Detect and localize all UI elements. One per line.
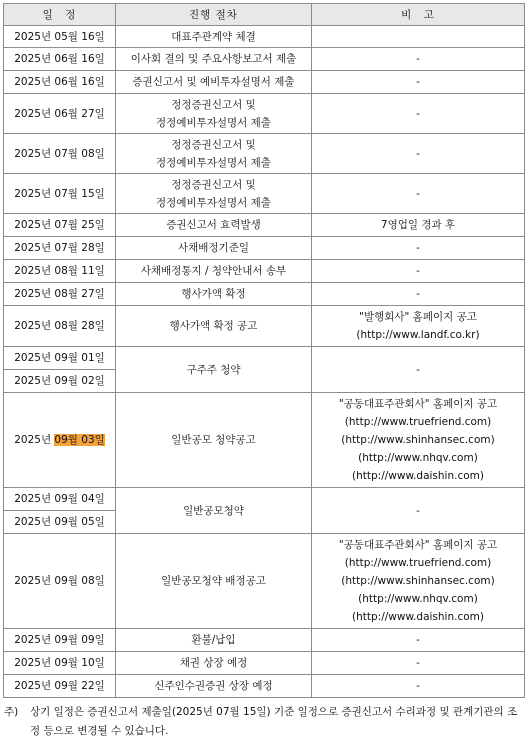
date-cell: 2025년 06월 16일 [4, 71, 116, 94]
table-row [4, 174, 525, 214]
header-row [4, 4, 525, 26]
table-row [4, 283, 525, 306]
date-cell: 2025년 09월 10일 [4, 652, 116, 675]
table-row [4, 629, 525, 652]
remarks-cell: - [312, 347, 525, 393]
date-cell: 2025년 06월 27일 [4, 94, 116, 134]
table-row [4, 237, 525, 260]
remarks-cell: - [312, 94, 525, 134]
date-prefix: 2025년 [14, 434, 55, 446]
remarks-cell: - [312, 71, 525, 94]
remarks-cell: - [312, 260, 525, 283]
header-process: 진행 절차 [116, 4, 312, 26]
process-cell: 행사가액 확정 공고 [116, 306, 312, 347]
remarks-cell [312, 26, 525, 48]
date-cell: 2025년 08월 28일 [4, 306, 116, 347]
footnote-text: 상기 일정은 증권신고서 제출일(2025년 07월 15일) 기준 일정으로 증권신고서 수리과정 및 관계기관의 조정 등으로 변경될 수 있습니다. [30, 706, 518, 737]
process-cell: 신주인수권증권 상장 예정 [116, 675, 312, 698]
header-remarks: 비 고 [312, 4, 525, 26]
date-cell: 2025년 09월 09일 [4, 629, 116, 652]
remarks-cell: - [312, 283, 525, 306]
date-cell: 2025년 07월 28일 [4, 237, 116, 260]
remarks-cell: "공동대표주관회사" 홈페이지 공고 (http://www.truefriend.com) (http://www.shinhansec.com) (http://www.nhqv.com) (http://www.daishin.com) [312, 393, 525, 488]
date-cell: 2025년 09월 05일 [4, 511, 116, 534]
highlighted-date: 09월 03일 [54, 434, 105, 446]
process-cell: 일반공모청약 배정공고 [116, 534, 312, 629]
remarks-cell: - [312, 652, 525, 675]
table-row [4, 134, 525, 174]
table-row [4, 71, 525, 94]
table-row [4, 214, 525, 237]
remarks-cell: - [312, 675, 525, 698]
process-cell: 증권신고서 및 예비투자설명서 제출 [116, 71, 312, 94]
header-date: 일 정 [4, 4, 116, 26]
table-row [4, 393, 525, 488]
table-row [4, 652, 525, 675]
date-cell: 2025년 05월 16일 [4, 26, 116, 48]
process-cell: 사채배정통지 / 청약안내서 송부 [116, 260, 312, 283]
date-cell: 2025년 07월 15일 [4, 174, 116, 214]
process-cell: 사채배정기준일 [116, 237, 312, 260]
date-cell: 2025년 08월 11일 [4, 260, 116, 283]
process-cell: 행사가액 확정 [116, 283, 312, 306]
remarks-cell: - [312, 134, 525, 174]
remarks-cell: 7영업일 경과 후 [312, 214, 525, 237]
date-cell: 2025년 09월 04일 [4, 488, 116, 511]
date-cell [4, 393, 116, 488]
process-cell: 이사회 결의 및 주요사항보고서 제출 [116, 48, 312, 71]
process-cell: 일반공모청약 [116, 488, 312, 534]
remarks-cell: "발행회사" 홈페이지 공고 (http://www.landf.co.kr) [312, 306, 525, 347]
process-cell: 증권신고서 효력발생 [116, 214, 312, 237]
date-cell: 2025년 08월 27일 [4, 283, 116, 306]
date-cell: 2025년 09월 08일 [4, 534, 116, 629]
process-cell: 정정증권신고서 및 정정예비투자설명서 제출 [116, 174, 312, 214]
footnote [4, 703, 524, 741]
remarks-cell: - [312, 488, 525, 534]
remarks-cell: - [312, 629, 525, 652]
remarks-cell: - [312, 237, 525, 260]
schedule-table [3, 3, 525, 698]
date-cell: 2025년 09월 02일 [4, 370, 116, 393]
process-cell: 구주주 청약 [116, 347, 312, 393]
table-row [4, 675, 525, 698]
date-cell: 2025년 07월 08일 [4, 134, 116, 174]
remarks-cell: "공동대표주관회사" 홈페이지 공고 (http://www.truefriend.com) (http://www.shinhansec.com) (http://www.nhqv.com) (http://www.daishin.com) [312, 534, 525, 629]
table-row [4, 260, 525, 283]
table-row [4, 347, 525, 370]
process-cell: 정정증권신고서 및 정정예비투자설명서 제출 [116, 134, 312, 174]
date-cell: 2025년 07월 25일 [4, 214, 116, 237]
process-cell: 환불/납입 [116, 629, 312, 652]
footnote-mark: 주) [4, 706, 19, 718]
table-row [4, 534, 525, 629]
table-row [4, 306, 525, 347]
date-cell: 2025년 09월 01일 [4, 347, 116, 370]
process-cell: 정정증권신고서 및 정정예비투자설명서 제출 [116, 94, 312, 134]
date-cell: 2025년 09월 22일 [4, 675, 116, 698]
process-cell: 일반공모 청약공고 [116, 393, 312, 488]
process-cell: 채권 상장 예정 [116, 652, 312, 675]
remarks-cell: - [312, 174, 525, 214]
table-row [4, 94, 525, 134]
remarks-cell: - [312, 48, 525, 71]
date-cell: 2025년 06월 16일 [4, 48, 116, 71]
table-row [4, 26, 525, 48]
table-row [4, 488, 525, 511]
table-row [4, 48, 525, 71]
process-cell: 대표주관계약 체결 [116, 26, 312, 48]
